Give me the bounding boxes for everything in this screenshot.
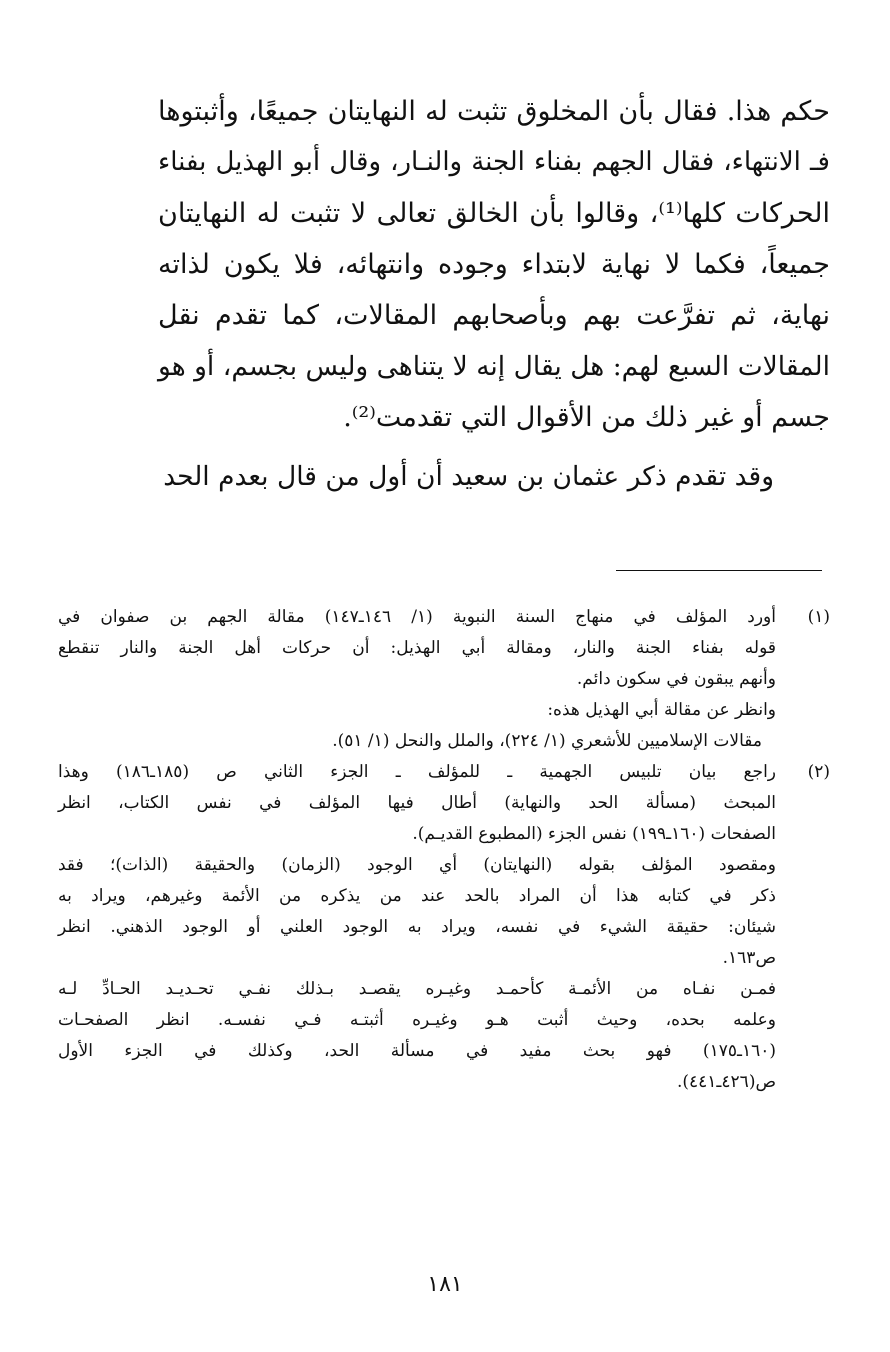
footnote-line: مقالات الإسلاميين للأشعري (١/ ٢٢٤)، والملل والنحل (١/ ٥١). (332, 731, 762, 751)
footnote-marker: (١) (807, 607, 830, 627)
footnote-body (58, 757, 776, 1098)
footnote-line: ذكر في كتابه هذا أن المراد بالحد عند من يذكره من الأئمة وغيرهم، ويراد به (58, 886, 776, 906)
footnote-line: راجع بيان تلبيس الجهمية ـ للمؤلف ـ الجزء الثاني ص (١٨٥ـ١٨٦) وهذا (58, 762, 776, 782)
main-text-line: حكم هذا. فقال بأن المخلوق تثبت له النهايتان جميعًا، وأثبتوها (158, 96, 830, 127)
footnote-line: ص١٦٣. (722, 948, 776, 968)
footnote-line: (١٦٠ـ١٧٥) فهو بحث مفيد في مسألة الحد، وكذلك في الجزء الأول (58, 1041, 776, 1061)
main-text-line: فـ الانتهاء، فقال الجهم بفناء الجنة والنـار، وقال أبو الهذيل بفناء (158, 147, 830, 177)
main-text-line: جسم أو غير ذلك من الأقوال التي تقدمت⁽²⁾. (343, 402, 830, 433)
footnote-line: قوله بفناء الجنة والنار، ومقالة أبي الهذيل: أن حركات أهل الجنة والنار تنقطع (58, 638, 776, 658)
footnote-line: شيئان: حقيقة الشيء في نفسه، ويراد به الوجود العلني أو الوجود الذهني. انظر (58, 917, 776, 937)
main-text-line: وقد تقدم ذكر عثمان بن سعيد أن أول من قال بعدم الحد (163, 461, 774, 492)
footnote-1 (58, 602, 832, 757)
main-text-line: المقالات السبع لهم: هل يقال إنه لا يتناهى وليس بجسم، أو هو (158, 351, 830, 382)
paragraph-gap (158, 443, 830, 451)
footnotes-block (58, 602, 832, 1098)
footnote-body (58, 602, 776, 757)
footnote-line: ص(٤٢٦ـ٤٤١). (676, 1072, 776, 1092)
page-number: ١٨١ (427, 1272, 463, 1297)
footnote-line: ومقصود المؤلف بقوله (النهايتان) أي الوجود (الزمان) والحقيقة (الذات)؛ فقد (58, 855, 776, 875)
main-text-line: الحركات كلها⁽¹⁾، وقالوا بأن الخالق تعالى لا تثبت له النهايتان (158, 198, 830, 229)
footnote-line: وأنهم يبقون في سكون دائم. (576, 669, 776, 689)
footnote-line: فمـن نفـاه من الأئمـة كأحمـد وغيـره يقصـد بـذلك نفـي تحـديـد الحـادِّ لـه (58, 979, 776, 999)
footnote-line: وانظر عن مقالة أبي الهذيل هذه: (547, 700, 776, 720)
footnote-separator (616, 570, 822, 571)
main-text-line: نهاية، ثم تفرَّعت بهم وبأصحابهم المقالات، كما تقدم نقل (158, 300, 830, 331)
footnote-line: أورد المؤلف في منهاج السنة النبوية (١/ ١٤٦ـ١٤٧) مقالة الجهم بن صفوان في (58, 607, 776, 627)
footnote-2 (58, 757, 832, 1098)
main-text-line: جميعاً، فكما لا نهاية لابتداء وجوده وانتهائه، فلا يكون لذاته (158, 249, 830, 280)
footnote-line: وعلمه بحده، وحيث أثبت هـو وغيـره أثبتـه فـي نفسـه. انظر الصفحـات (58, 1010, 776, 1030)
footnote-line: الصفحات (١٦٠ـ١٩٩) نفس الجزء (المطبوع القديـم). (412, 824, 776, 844)
main-text-block (158, 86, 830, 502)
footnote-marker: (٢) (807, 762, 830, 782)
footnote-line: المبحث (مسألة الحد والنهاية) أطال فيها المؤلف في نفس الكتاب، انظر (58, 793, 776, 813)
